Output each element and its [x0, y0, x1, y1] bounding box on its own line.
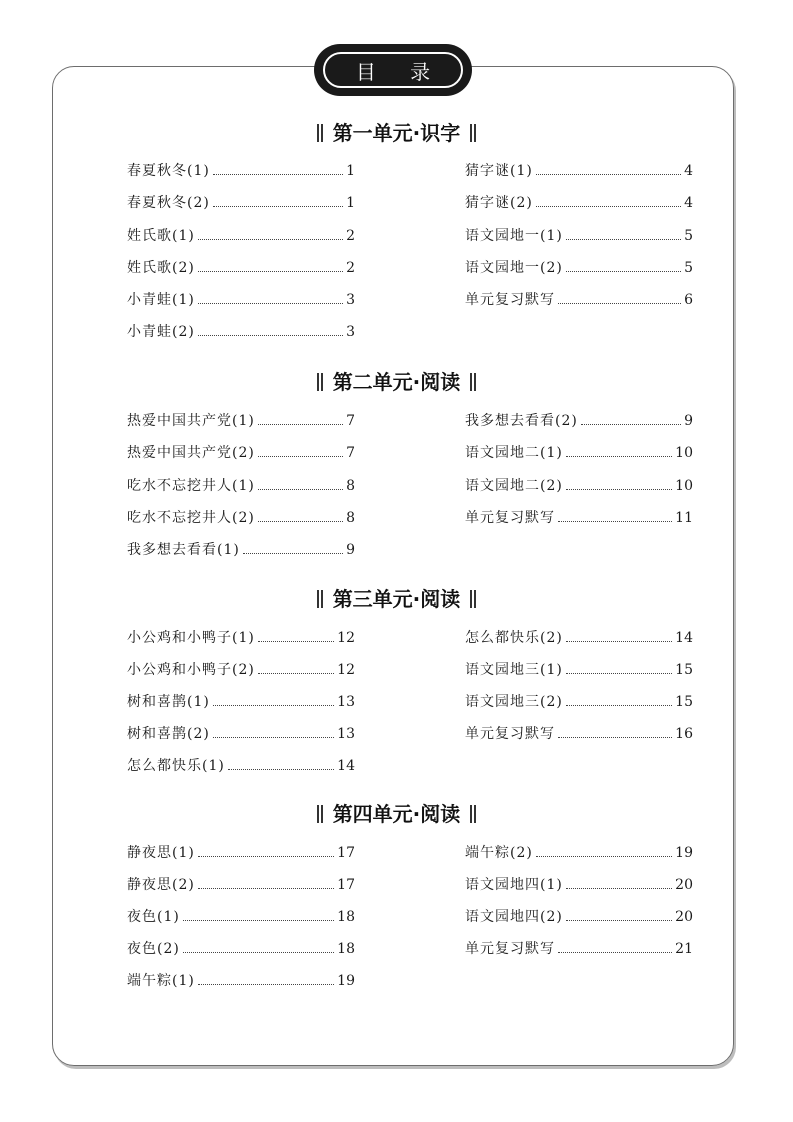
- heading-bar-left: [317, 590, 323, 608]
- dot-leader: [258, 447, 343, 457]
- entry-page: 18: [337, 909, 355, 925]
- entry-label: 静夜思(1): [127, 845, 195, 861]
- entry-page: 19: [337, 973, 355, 989]
- toc-entry[interactable]: [127, 539, 355, 561]
- toc-entry[interactable]: [465, 938, 693, 960]
- entry-label: 夜色(1): [127, 909, 180, 925]
- dot-leader: [558, 728, 672, 738]
- entry-page: 4: [684, 195, 693, 211]
- entry-label: 小青蛙(2): [127, 324, 195, 340]
- entry-page: 15: [675, 662, 693, 678]
- toc-entry[interactable]: [465, 192, 693, 214]
- entry-label: 语文园地一(2): [465, 260, 563, 276]
- dot-leader: [536, 197, 681, 207]
- toc-title-badge: [314, 44, 472, 96]
- entry-label: 端午粽(1): [127, 973, 195, 989]
- toc-entry[interactable]: [127, 442, 355, 464]
- entry-page: 17: [337, 845, 355, 861]
- toc-entry[interactable]: [127, 410, 355, 432]
- entry-page: 17: [337, 877, 355, 893]
- entry-label: 语文园地二(2): [465, 478, 563, 494]
- heading-bar-left: [317, 124, 323, 142]
- entry-page: 2: [346, 228, 355, 244]
- dot-leader: [566, 879, 672, 889]
- entry-label: 语文园地四(2): [465, 909, 563, 925]
- toc-entry[interactable]: [465, 257, 693, 279]
- toc-entry[interactable]: [465, 160, 693, 182]
- dot-leader: [183, 943, 334, 953]
- entry-page: 3: [346, 324, 355, 340]
- dot-leader: [258, 415, 343, 425]
- dot-leader: [198, 879, 334, 889]
- entry-label: 怎么都快乐(2): [465, 630, 563, 646]
- toc-entry[interactable]: [127, 755, 355, 777]
- entry-page: 14: [337, 758, 355, 774]
- entry-page: 12: [337, 630, 355, 646]
- toc-entry[interactable]: [127, 507, 355, 529]
- entry-label: 猜字谜(2): [465, 195, 533, 211]
- entry-label: 春夏秋冬(1): [127, 163, 210, 179]
- entry-page: 10: [675, 445, 693, 461]
- entry-page: 9: [346, 542, 355, 558]
- entry-label: 春夏秋冬(2): [127, 195, 210, 211]
- entry-page: 7: [346, 445, 355, 461]
- toc-entry[interactable]: [127, 225, 355, 247]
- dot-leader: [213, 696, 334, 706]
- entry-label: 吃水不忘挖井人(2): [127, 510, 255, 526]
- entry-label: 静夜思(2): [127, 877, 195, 893]
- entry-label: 树和喜鹊(1): [127, 694, 210, 710]
- dot-leader: [258, 632, 334, 642]
- unit-heading-text: 第二单元·阅读: [332, 370, 461, 394]
- entry-page: 9: [684, 413, 693, 429]
- dot-leader: [566, 480, 672, 490]
- entry-page: 15: [675, 694, 693, 710]
- dot-leader: [213, 165, 343, 175]
- entry-page: 1: [346, 195, 355, 211]
- entry-label: 我多想去看看(1): [127, 542, 240, 558]
- entry-page: 19: [675, 845, 693, 861]
- toc-entry[interactable]: [465, 507, 693, 529]
- dot-leader: [198, 326, 343, 336]
- dot-leader: [258, 480, 343, 490]
- dot-leader: [258, 512, 343, 522]
- entry-page: 13: [337, 694, 355, 710]
- entry-page: 7: [346, 413, 355, 429]
- entry-label: 小公鸡和小鸭子(1): [127, 630, 255, 646]
- entry-page: 10: [675, 478, 693, 494]
- toc-entry[interactable]: [465, 475, 693, 497]
- dot-leader: [566, 632, 672, 642]
- dot-leader: [566, 911, 672, 921]
- toc-entry[interactable]: [465, 691, 693, 713]
- entry-label: 姓氏歌(2): [127, 260, 195, 276]
- entry-label: 树和喜鹊(2): [127, 726, 210, 742]
- entry-page: 8: [346, 510, 355, 526]
- toc-entry[interactable]: [127, 475, 355, 497]
- heading-bar-left: [317, 373, 323, 391]
- toc-entry[interactable]: [127, 627, 355, 649]
- entry-label: 单元复习默写: [465, 510, 555, 526]
- toc-entry[interactable]: [465, 410, 693, 432]
- entry-label: 端午粽(2): [465, 845, 533, 861]
- toc-entry[interactable]: [127, 970, 355, 992]
- entry-label: 语文园地四(1): [465, 877, 563, 893]
- unit-heading-4: [0, 798, 793, 827]
- entry-label: 热爱中国共产党(1): [127, 413, 255, 429]
- dot-leader: [581, 415, 681, 425]
- dot-leader: [243, 544, 343, 554]
- toc-entry[interactable]: [127, 874, 355, 896]
- entry-label: 单元复习默写: [465, 941, 555, 957]
- heading-bar-right: [470, 590, 476, 608]
- toc-entry[interactable]: [465, 723, 693, 745]
- entry-page: 5: [684, 228, 693, 244]
- entry-page: 12: [337, 662, 355, 678]
- unit-heading-3: [0, 583, 793, 612]
- dot-leader: [566, 262, 681, 272]
- entry-label: 语文园地二(1): [465, 445, 563, 461]
- toc-entry[interactable]: [465, 906, 693, 928]
- dot-leader: [228, 760, 334, 770]
- entry-label: 单元复习默写: [465, 292, 555, 308]
- dot-leader: [213, 197, 343, 207]
- unit-heading-1: [0, 117, 793, 146]
- entry-label: 语文园地三(2): [465, 694, 563, 710]
- toc-entry[interactable]: [127, 938, 355, 960]
- entry-label: 语文园地三(1): [465, 662, 563, 678]
- entry-label: 猜字谜(1): [465, 163, 533, 179]
- dot-leader: [213, 728, 334, 738]
- toc-entry[interactable]: [127, 192, 355, 214]
- dot-leader: [198, 847, 334, 857]
- entry-page: 8: [346, 478, 355, 494]
- entry-label: 单元复习默写: [465, 726, 555, 742]
- heading-bar-right: [470, 124, 476, 142]
- entry-page: 18: [337, 941, 355, 957]
- toc-entry[interactable]: [127, 257, 355, 279]
- entry-page: 1: [346, 163, 355, 179]
- heading-bar-left: [317, 805, 323, 823]
- entry-label: 姓氏歌(1): [127, 228, 195, 244]
- dot-leader: [258, 664, 334, 674]
- heading-bar-right: [470, 373, 476, 391]
- toc-entry[interactable]: [465, 627, 693, 649]
- toc-entry[interactable]: [127, 842, 355, 864]
- unit-heading-text: 第四单元·阅读: [332, 802, 461, 826]
- entry-page: 4: [684, 163, 693, 179]
- dot-leader: [183, 911, 334, 921]
- entry-label: 吃水不忘挖井人(1): [127, 478, 255, 494]
- heading-bar-right: [470, 805, 476, 823]
- entry-page: 21: [675, 941, 693, 957]
- toc-title: 目 录: [323, 52, 463, 88]
- entry-label: 语文园地一(1): [465, 228, 563, 244]
- entry-label: 夜色(2): [127, 941, 180, 957]
- entry-page: 6: [684, 292, 693, 308]
- entry-label: 怎么都快乐(1): [127, 758, 225, 774]
- dot-leader: [566, 664, 672, 674]
- dot-leader: [198, 294, 343, 304]
- dot-leader: [536, 847, 672, 857]
- dot-leader: [198, 262, 343, 272]
- unit-heading-text: 第一单元·识字: [332, 121, 461, 145]
- entry-page: 16: [675, 726, 693, 742]
- dot-leader: [198, 230, 343, 240]
- dot-leader: [566, 447, 672, 457]
- entry-label: 小青蛙(1): [127, 292, 195, 308]
- toc-entry[interactable]: [465, 842, 693, 864]
- toc-entry[interactable]: [127, 160, 355, 182]
- toc-entry[interactable]: [465, 874, 693, 896]
- entry-page: 14: [675, 630, 693, 646]
- entry-page: 2: [346, 260, 355, 276]
- toc-entry[interactable]: [465, 442, 693, 464]
- entry-page: 20: [675, 909, 693, 925]
- entry-page: 3: [346, 292, 355, 308]
- dot-leader: [558, 943, 672, 953]
- toc-entry[interactable]: [127, 906, 355, 928]
- entry-page: 13: [337, 726, 355, 742]
- toc-entry[interactable]: [465, 225, 693, 247]
- toc-entry[interactable]: [127, 723, 355, 745]
- toc-entry[interactable]: [465, 289, 693, 311]
- toc-entry[interactable]: [127, 691, 355, 713]
- dot-leader: [558, 294, 681, 304]
- entry-label: 热爱中国共产党(2): [127, 445, 255, 461]
- toc-entry[interactable]: [465, 659, 693, 681]
- dot-leader: [198, 975, 334, 985]
- dot-leader: [566, 696, 672, 706]
- entry-label: 小公鸡和小鸭子(2): [127, 662, 255, 678]
- entry-page: 20: [675, 877, 693, 893]
- dot-leader: [536, 165, 681, 175]
- entry-label: 我多想去看看(2): [465, 413, 578, 429]
- dot-leader: [566, 230, 681, 240]
- toc-entry[interactable]: [127, 659, 355, 681]
- dot-leader: [558, 512, 672, 522]
- unit-heading-text: 第三单元·阅读: [332, 587, 461, 611]
- toc-entry[interactable]: [127, 321, 355, 343]
- toc-entry[interactable]: [127, 289, 355, 311]
- entry-page: 5: [684, 260, 693, 276]
- entry-page: 11: [675, 510, 693, 526]
- unit-heading-2: [0, 366, 793, 395]
